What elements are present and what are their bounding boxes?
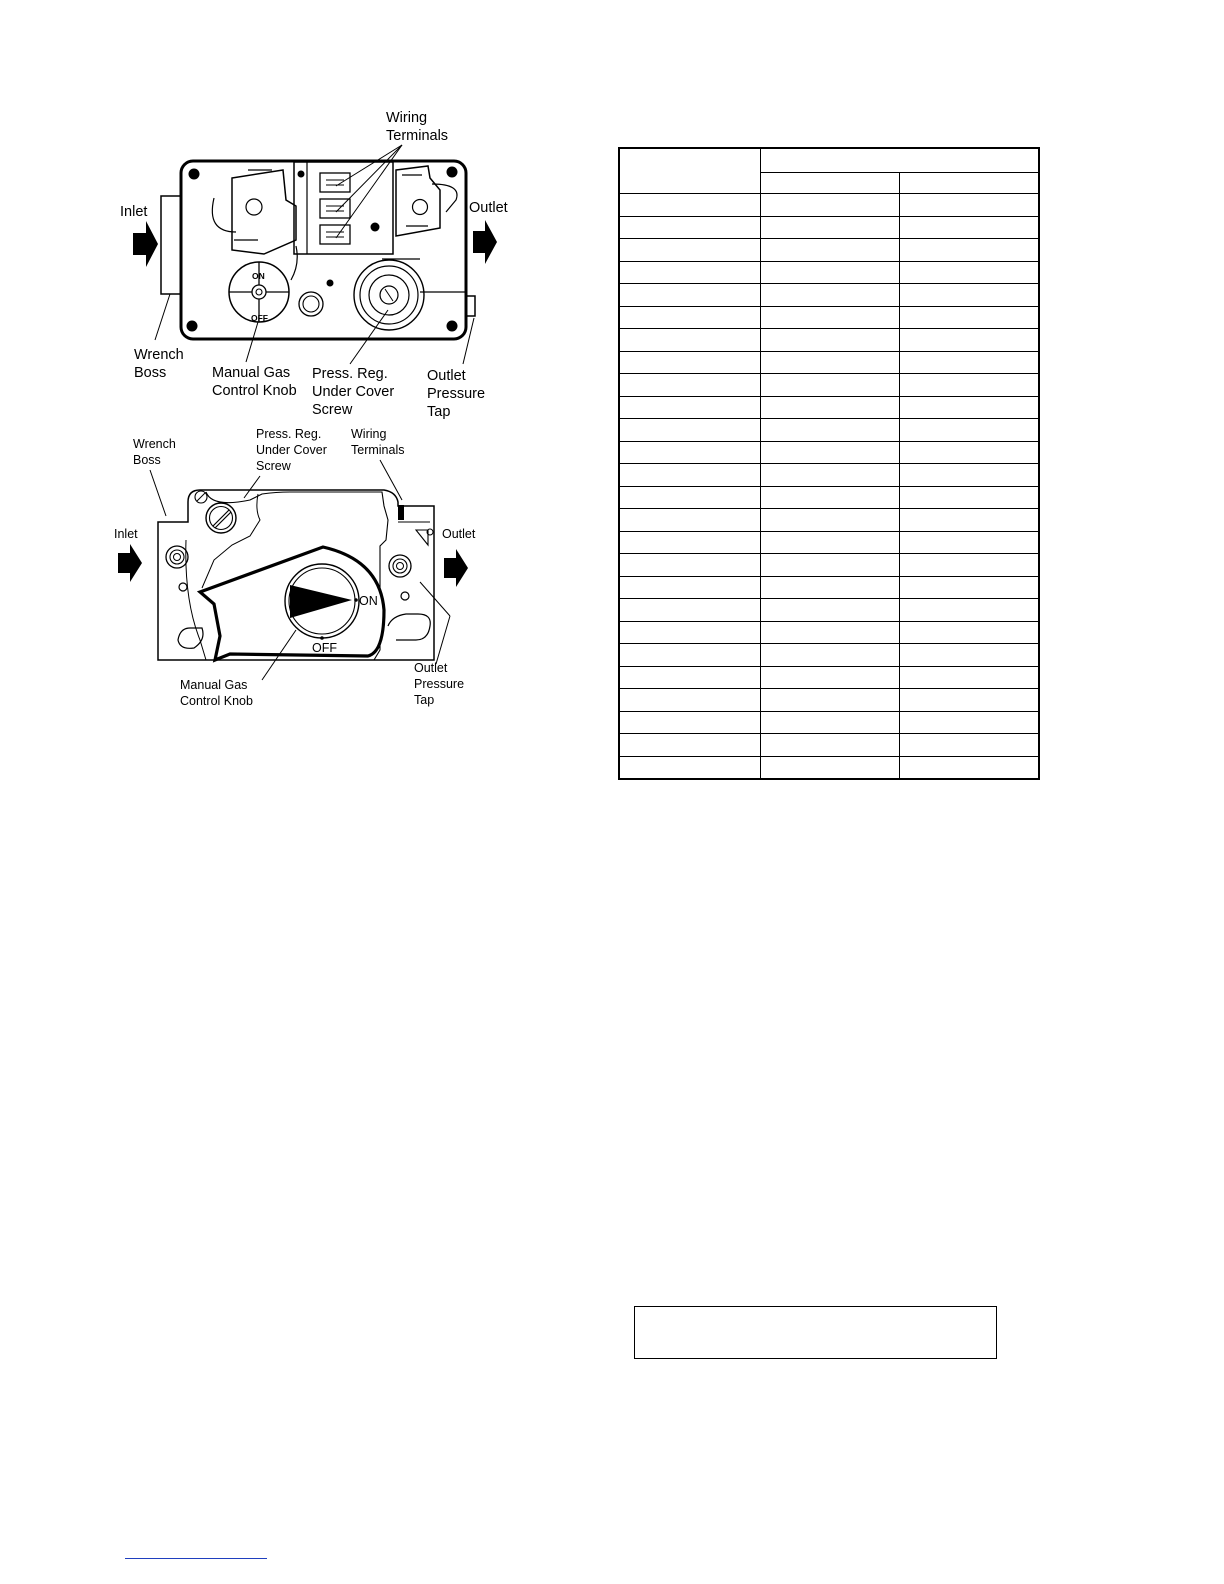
table-header-row	[619, 148, 1039, 173]
bottom-label-press-reg: Press. Reg. Under Cover Screw	[256, 427, 327, 473]
bottom-valve	[158, 490, 434, 660]
note-box	[634, 1306, 997, 1359]
table-cell	[761, 666, 900, 689]
table-cell	[761, 734, 900, 757]
table-cell	[761, 689, 900, 712]
bottom-outlet-arrow	[444, 549, 468, 587]
table-subheader-cell	[761, 173, 900, 194]
table-cell	[900, 666, 1040, 689]
top-valve-body	[181, 161, 466, 339]
table-cell	[900, 644, 1040, 667]
table-cell	[619, 194, 761, 217]
table-cell	[761, 329, 900, 352]
top-label-outlet-pressure-tap: Outlet Pressure Tap	[427, 368, 486, 420]
bottom-label-outlet: Outlet	[442, 527, 476, 541]
top-label-wiring-terminals: Wiring Terminals	[386, 110, 449, 144]
table-row	[619, 194, 1039, 217]
bottom-label-inlet: Inlet	[114, 527, 138, 541]
bottom-label-manual-gas-control-knob: Manual Gas Control Knob	[180, 678, 253, 708]
top-label-outlet: Outlet	[469, 200, 508, 216]
top-inlet-flange	[161, 196, 182, 294]
table-cell	[900, 284, 1040, 307]
table-cell	[619, 509, 761, 532]
table-cell	[619, 441, 761, 464]
bottom-label-wiring-terminals: Wiring Terminals	[351, 427, 405, 457]
table-cell	[619, 576, 761, 599]
table-row	[619, 441, 1039, 464]
table-cell	[761, 239, 900, 262]
bottom-inlet-arrow	[118, 544, 142, 582]
table-cell	[900, 396, 1040, 419]
table-cell	[900, 351, 1040, 374]
table-cell	[619, 734, 761, 757]
table-cell	[761, 261, 900, 284]
table-cell	[900, 599, 1040, 622]
footnote-rule	[125, 1558, 267, 1559]
table-row	[619, 351, 1039, 374]
table-cell	[619, 464, 761, 487]
top-label-wrench-boss: Wrench Boss	[134, 347, 184, 381]
top-inlet-arrow	[133, 221, 158, 267]
top-knob-off-label: OFF	[251, 313, 268, 323]
table-row	[619, 284, 1039, 307]
table-cell	[619, 666, 761, 689]
table-cell	[900, 711, 1040, 734]
table-row	[619, 599, 1039, 622]
orifice-table-body	[619, 148, 1039, 779]
table-cell	[619, 711, 761, 734]
table-row	[619, 554, 1039, 577]
table-cell	[619, 599, 761, 622]
table-cell	[619, 689, 761, 712]
table-cell	[761, 509, 900, 532]
table-cell	[900, 486, 1040, 509]
table-cell	[619, 554, 761, 577]
table-row	[619, 329, 1039, 352]
table-cell	[619, 419, 761, 442]
table-row	[619, 396, 1039, 419]
bottom-label-outlet-pressure-tap: Outlet Pressure Tap	[414, 661, 465, 707]
table-cell	[900, 531, 1040, 554]
table-cell	[900, 576, 1040, 599]
table-cell	[761, 284, 900, 307]
table-cell	[761, 419, 900, 442]
table-header-cell	[761, 148, 1040, 173]
table-cell	[619, 306, 761, 329]
table-cell	[761, 194, 900, 217]
table-cell	[761, 599, 900, 622]
table-cell	[900, 441, 1040, 464]
table-cell	[900, 329, 1040, 352]
table-row	[619, 486, 1039, 509]
table-cell	[761, 554, 900, 577]
table-cell	[900, 216, 1040, 239]
table-cell	[619, 644, 761, 667]
table-cell	[619, 329, 761, 352]
table-cell	[761, 756, 900, 779]
table-cell	[900, 239, 1040, 262]
table-row	[619, 419, 1039, 442]
top-label-press-reg: Press. Reg. Under Cover Screw	[312, 366, 395, 418]
table-cell	[619, 351, 761, 374]
table-row	[619, 216, 1039, 239]
table-cell	[900, 554, 1040, 577]
top-label-manual-gas-control-knob: Manual Gas Control Knob	[212, 365, 297, 399]
table-cell	[619, 261, 761, 284]
table-cell	[761, 441, 900, 464]
table-cell	[900, 734, 1040, 757]
table-cell	[900, 756, 1040, 779]
table-row	[619, 374, 1039, 397]
orifice-table	[618, 147, 1040, 780]
bottom-label-wrench-boss: Wrench Boss	[133, 437, 176, 467]
top-valve	[161, 161, 475, 339]
table-cell	[619, 239, 761, 262]
table-cell	[619, 621, 761, 644]
table-cell	[900, 689, 1040, 712]
table-row	[619, 531, 1039, 554]
top-outlet-arrow	[473, 220, 497, 264]
table-cell	[761, 621, 900, 644]
table-cell	[619, 284, 761, 307]
bottom-knob-off-label: OFF	[312, 641, 337, 655]
table-cell	[761, 711, 900, 734]
table-row	[619, 621, 1039, 644]
table-cell	[761, 306, 900, 329]
table-cell	[900, 306, 1040, 329]
top-label-inlet: Inlet	[120, 204, 148, 220]
table-cell	[900, 374, 1040, 397]
bottom-knob-on-label: ON	[359, 594, 378, 608]
table-cell	[619, 531, 761, 554]
table-row	[619, 261, 1039, 284]
table-cell	[761, 576, 900, 599]
table-cell	[619, 486, 761, 509]
table-cell	[900, 261, 1040, 284]
table-cell	[619, 216, 761, 239]
table-subheader-cell	[900, 173, 1040, 194]
table-cell	[761, 644, 900, 667]
table-cell	[619, 374, 761, 397]
table-header-cell	[619, 148, 761, 194]
table-cell	[761, 216, 900, 239]
table-cell	[761, 374, 900, 397]
table-row	[619, 464, 1039, 487]
table-row	[619, 239, 1039, 262]
table-cell	[619, 396, 761, 419]
table-cell	[900, 194, 1040, 217]
table-cell	[900, 509, 1040, 532]
table-row	[619, 509, 1039, 532]
table-row	[619, 711, 1039, 734]
table-cell	[900, 464, 1040, 487]
table-row	[619, 734, 1039, 757]
table-cell	[761, 464, 900, 487]
table-cell	[761, 396, 900, 419]
table-row	[619, 306, 1039, 329]
table-cell	[761, 351, 900, 374]
table-cell	[900, 419, 1040, 442]
table-cell	[900, 621, 1040, 644]
table-cell	[761, 486, 900, 509]
top-knob-on-label: ON	[252, 271, 265, 281]
table-row	[619, 644, 1039, 667]
table-row	[619, 689, 1039, 712]
table-row	[619, 576, 1039, 599]
table-cell	[619, 756, 761, 779]
table-cell	[761, 531, 900, 554]
table-row	[619, 666, 1039, 689]
table-row	[619, 756, 1039, 779]
